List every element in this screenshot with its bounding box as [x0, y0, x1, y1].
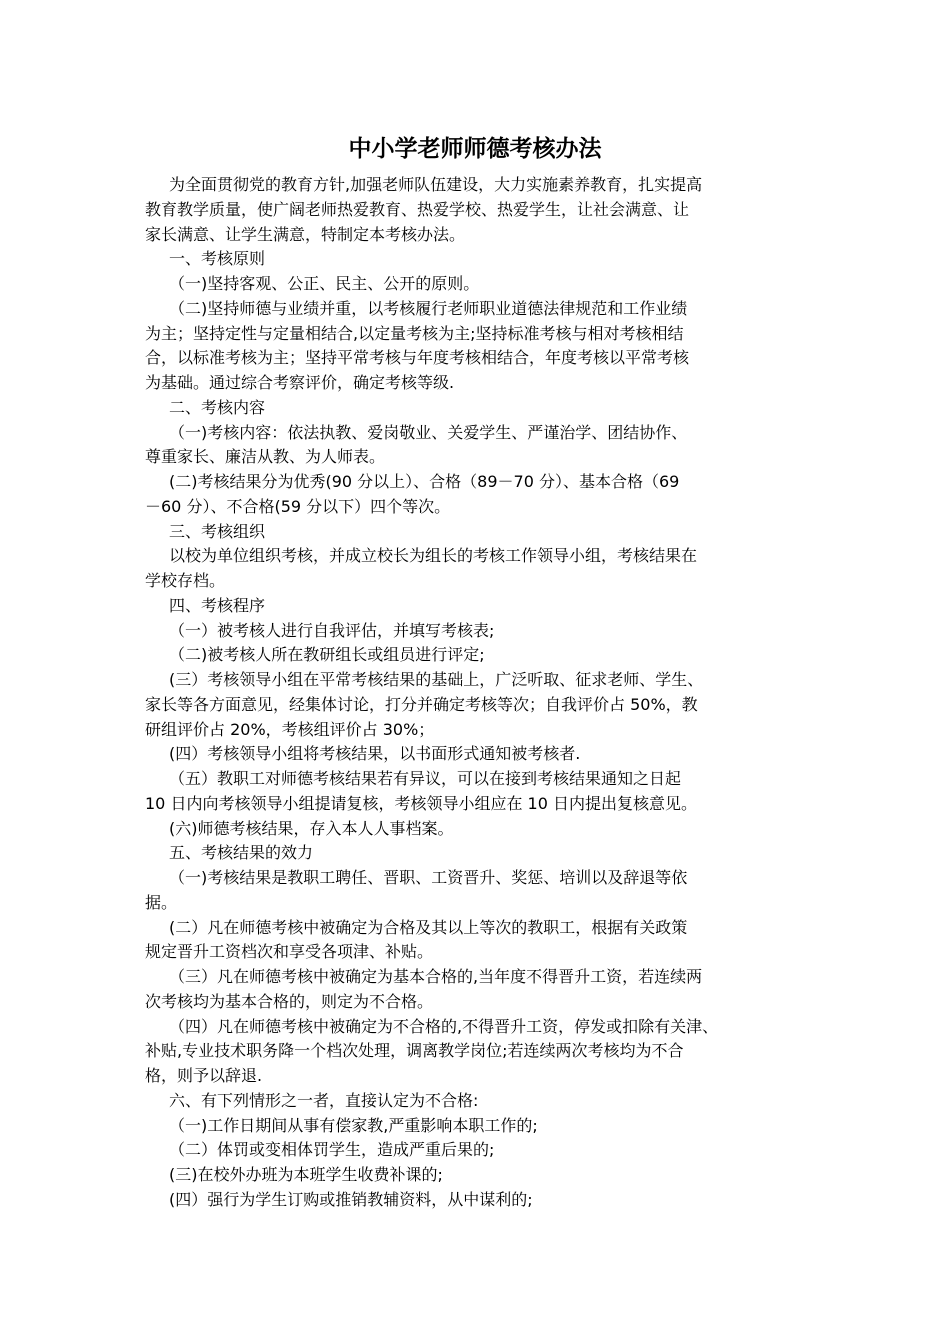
- text-line: 次考核均为基本合格的，则定为不合格。: [145, 991, 434, 1011]
- text-line: (四）强行为学生订购或推销教辅资料，从中谋利的;: [169, 1189, 533, 1209]
- text-line: 合，以标准考核为主；坚持平常考核与年度考核相结合，年度考核以平常考核: [145, 348, 690, 368]
- text-line: (三)在校外办班为本班学生收费补课的;: [169, 1165, 443, 1184]
- text-line: 10 日内向考核领导小组提请复核，考核领导小组应在 10 日内提出复核意见。: [145, 793, 697, 813]
- text-line: （五）教职工对师德考核结果若有异议，可以在接到考核结果通知之日起: [169, 769, 682, 788]
- text-line: （二)坚持师德与业绩并重，以考核履行老师职业道德法律规范和工作业绩: [169, 298, 688, 318]
- text-line: 学校存档。: [145, 571, 226, 590]
- text-line: 格，则予以辞退.: [145, 1066, 263, 1085]
- text-line: （二）体罚或变相体罚学生，造成严重后果的;: [169, 1140, 495, 1160]
- text-line: (四）考核领导小组将考核结果，以书面形式通知被考核者.: [169, 744, 581, 764]
- text-line: （一)考核结果是教职工聘任、晋职、工资晋升、奖惩、培训以及辞退等依: [169, 868, 688, 887]
- text-line: 为基础。通过综合考察评价，确定考核等级.: [145, 373, 455, 392]
- text-line: （一）被考核人进行自我评估，并填写考核表;: [169, 620, 495, 640]
- text-line: 以校为单位组织考核，并成立校长为组长的考核工作领导小组，考核结果在: [169, 546, 698, 566]
- text-line: （三）凡在师德考核中被确定为基本合格的,当年度不得晋升工资，若连续两: [169, 967, 703, 986]
- document-body: [145, 173, 825, 1213]
- text-line: 二、考核内容: [169, 397, 266, 417]
- text-line: 为主；坚持定性与定量相结合,以定量考核为主;坚持标准考核与相对考核相结: [145, 323, 684, 343]
- text-line: （二)被考核人所在教研组长或组员进行评定;: [169, 645, 485, 665]
- text-line: （一)坚持客观、公正、民主、公开的原则。: [169, 274, 480, 293]
- text-line: 教育教学质量，使广阔老师热爱教育、热爱学校、热爱学生，让社会满意、让: [145, 199, 690, 219]
- text-line: （一)考核内容：依法执教、爱岗敬业、关爱学生、严谨治学、团结协作、: [169, 422, 688, 442]
- text-line: (二)考核结果分为优秀(90 分以上）、合格（89－70 分）、基本合格（69: [169, 472, 680, 491]
- text-line: （一)工作日期间从事有偿家教,严重影响本职工作的;: [169, 1115, 538, 1135]
- text-line: －60 分）、不合格(59 分以下）四个等次。: [145, 496, 451, 516]
- text-line: 五、考核结果的效力: [169, 843, 314, 863]
- document-title: 中小学老师师德考核办法: [348, 136, 602, 162]
- text-line: 四、考核程序: [169, 595, 266, 615]
- text-line: 家长等各方面意见，经集体讨论，打分并确定考核等次；自我评价占 50%，教: [145, 694, 698, 714]
- text-line: 规定晋升工资档次和享受各项津、补贴。: [145, 942, 434, 962]
- text-line: （四）凡在师德考核中被确定为不合格的,不得晋升工资，停发或扣除有关津、: [169, 1016, 719, 1036]
- text-line: 尊重家长、廉洁从教、为人师表。: [145, 447, 386, 467]
- text-line: 据。: [145, 892, 178, 912]
- text-line: 为全面贯彻党的教育方针,加强老师队伍建设，大力实施素养教育，扎实提高: [169, 175, 703, 194]
- text-line: 六、有下列情形之一者，直接认定为不合格:: [169, 1090, 479, 1110]
- text-line: (六)师德考核结果，存入本人人事档案。: [169, 818, 454, 838]
- text-line: 研组评价占 20%，考核组评价占 30%；: [145, 719, 435, 739]
- text-line: 三、考核组织: [169, 521, 266, 541]
- text-line: 一、考核原则: [169, 249, 266, 269]
- text-line: 补贴,专业技术职务降一个档次处理，调离教学岗位;若连续两次考核均为不合: [145, 1041, 684, 1061]
- text-line: (三）考核领导小组在平常考核结果的基础上，广泛听取、征求老师、学生、: [169, 670, 704, 689]
- text-line: (二）凡在师德考核中被确定为合格及其以上等次的教职工，根据有关政策: [169, 917, 688, 937]
- text-line: 家长满意、让学生满意，特制定本考核办法。: [145, 224, 466, 244]
